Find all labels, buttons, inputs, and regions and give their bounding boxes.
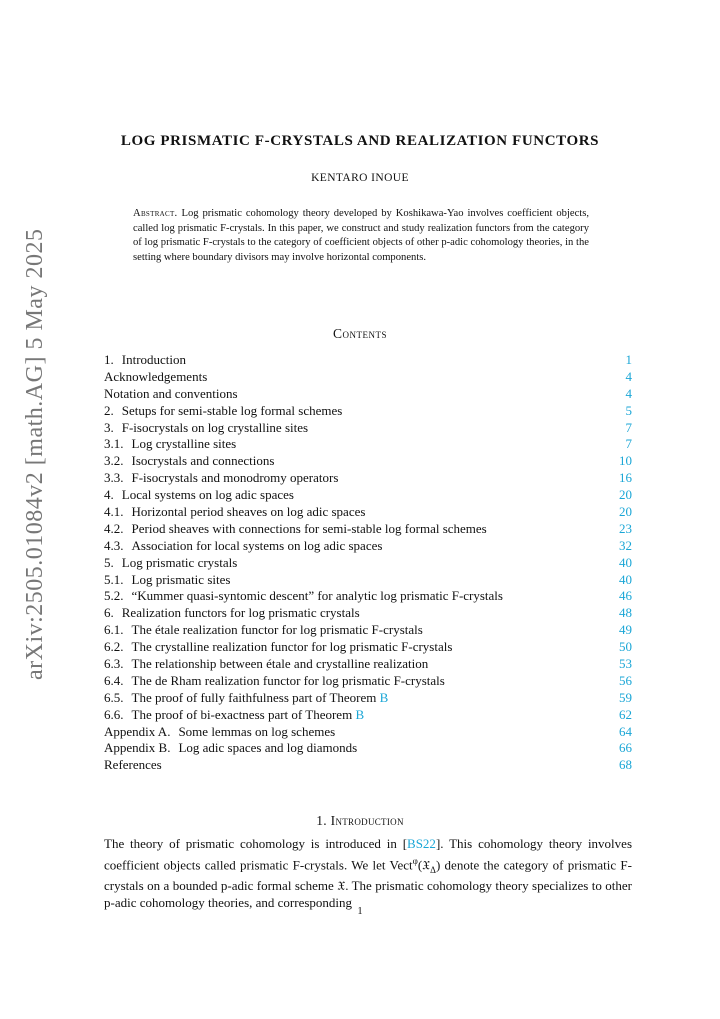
toc-page-link[interactable]: 10 — [619, 453, 632, 469]
section-heading: 1. Introduction — [316, 813, 404, 828]
toc-entry[interactable] — [104, 572, 632, 589]
toc-entry-number: 5.1. — [104, 571, 124, 587]
toc-entry-number: 5.2. — [104, 588, 124, 604]
toc-entry-number: 3.3. — [104, 470, 124, 486]
toc-entry-number: 4.1. — [104, 504, 124, 520]
toc-entry-title: Log prismatic crystals — [121, 554, 238, 570]
toc-page-link[interactable]: 62 — [619, 706, 632, 722]
toc-entry-number: 3.1. — [104, 436, 124, 452]
toc-entry[interactable] — [104, 538, 632, 555]
toc-entry[interactable] — [104, 521, 632, 538]
toc-entry-number: 5. — [104, 554, 114, 570]
toc-entry-title: References — [104, 757, 162, 773]
toc-entry-title: F-isocrystals on log crystalline sites — [121, 419, 309, 435]
toc-entry-number: 6.5. — [104, 689, 124, 705]
intro-text: (𝔛 — [417, 856, 431, 872]
toc-page-link[interactable]: 4 — [625, 368, 632, 384]
toc-page-link[interactable]: 7 — [625, 436, 632, 452]
toc-entry[interactable] — [104, 436, 632, 453]
toc-entry[interactable] — [104, 487, 632, 504]
toc-entry-title: The crystalline realization functor for log prismatic F-crystals — [131, 639, 453, 655]
paper-title: LOG PRISMATIC F-CRYSTALS AND REALIZATION FUNCTORS — [120, 133, 600, 149]
toc-entry[interactable] — [104, 420, 632, 437]
toc-page-link[interactable]: 56 — [619, 672, 632, 688]
citation-link[interactable]: BS22 — [407, 836, 436, 851]
toc-entry-number: 4.3. — [104, 537, 124, 553]
intro-text: ) denote the category of prismatic F-crystals on a bounded p-adic formal scheme 𝔛. The prismatic cohomology theory specializes to other p-adic cohomology theories, and corresponding — [104, 856, 632, 910]
toc-entry-number: 6.4. — [104, 672, 124, 688]
toc-entry[interactable] — [104, 690, 632, 707]
toc-page-link[interactable]: 20 — [619, 487, 632, 503]
toc-entry-title: Log adic spaces and log diamonds — [178, 740, 358, 756]
toc-entry-number: 6. — [104, 605, 114, 621]
toc-page-link[interactable]: 66 — [619, 740, 632, 756]
toc-entry[interactable] — [104, 605, 632, 622]
intro-paragraph — [104, 836, 632, 911]
toc-entry-number: Appendix A. — [104, 723, 171, 739]
toc-entry-title: Notation and conventions — [104, 385, 238, 401]
toc-entry-title: Some lemmas on log schemes — [178, 723, 336, 739]
toc-page-link[interactable]: 48 — [619, 605, 632, 621]
toc-entry-number: 6.1. — [104, 622, 124, 638]
toc-page-link[interactable]: 5 — [625, 402, 632, 418]
toc-page-link[interactable]: 53 — [619, 656, 632, 672]
abstract-text: Log prismatic cohomology theory developed by Koshikawa-Yao involves coefficient objects, called log prismatic F-crystals. In this paper, we construct and study realization functors from the category of log prismatic F-crystals to the category of coefficient objects of other p-adic cohomology theories, in the setting where boundary divisors may involve horizontal components. — [133, 208, 590, 263]
intro-subscript: Δ — [430, 864, 436, 875]
toc-page-link[interactable]: 40 — [619, 554, 632, 570]
page-number: 1 — [357, 906, 363, 917]
toc-page-link[interactable]: 46 — [619, 588, 632, 604]
toc-entry[interactable] — [104, 639, 632, 656]
intro-text: The theory of prismatic cohomology is introduced in [ — [104, 836, 408, 851]
theorem-link[interactable]: B — [379, 689, 389, 705]
toc-entry-title: Association for local systems on log adic spaces — [131, 537, 383, 553]
toc-entry-number: 2. — [104, 402, 114, 418]
theorem-link[interactable]: B — [355, 706, 365, 722]
toc-entry-title: “Kummer quasi-syntomic descent” for analytic log prismatic F-crystals — [131, 588, 503, 604]
intro-text: ]. This cohomology theory involves coefficient objects called prismatic F-crystals. We let Vect — [104, 836, 632, 872]
toc-entry[interactable] — [104, 369, 632, 386]
table-of-contents — [104, 352, 632, 774]
toc-entry-number: 6.6. — [104, 706, 124, 722]
toc-entry[interactable] — [104, 352, 632, 369]
toc-entry-title: The proof of fully faithfulness part of Theorem — [131, 689, 377, 705]
toc-entry[interactable] — [104, 386, 632, 403]
toc-entry-number: 4. — [104, 487, 114, 503]
abstract-heading: Abstract. — [133, 208, 178, 219]
toc-entry-title: Acknowledgements — [104, 368, 208, 384]
toc-entry-title: The proof of bi-exactness part of Theorem — [131, 706, 353, 722]
intro-superscript: φ — [412, 855, 418, 866]
toc-entry-number: 6.2. — [104, 639, 124, 655]
toc-entry[interactable] — [104, 622, 632, 639]
abstract — [133, 207, 589, 265]
toc-page-link[interactable]: 64 — [619, 723, 632, 739]
toc-entry-title: Period sheaves with connections for semi-stable log formal schemes — [131, 520, 487, 536]
toc-entry-number: Appendix B. — [104, 740, 171, 756]
toc-entry[interactable] — [104, 403, 632, 420]
toc-entry-title: Local systems on log adic spaces — [121, 487, 294, 503]
toc-entry[interactable] — [104, 707, 632, 724]
toc-page-link[interactable]: 23 — [619, 520, 632, 536]
toc-entry[interactable] — [104, 757, 632, 774]
toc-page-link[interactable]: 20 — [619, 504, 632, 520]
toc-entry[interactable] — [104, 453, 632, 470]
toc-entry-title: Horizontal period sheaves on log adic spaces — [131, 504, 366, 520]
toc-entry-title: F-isocrystals and monodromy operators — [131, 470, 339, 486]
toc-page-link[interactable]: 68 — [619, 757, 632, 773]
toc-entry-number: 3. — [104, 419, 114, 435]
toc-entry[interactable] — [104, 740, 632, 757]
toc-entry-number: 6.3. — [104, 656, 124, 672]
toc-entry[interactable] — [104, 724, 632, 741]
toc-entry-title: The relationship between étale and crystalline realization — [131, 656, 429, 672]
toc-entry[interactable] — [104, 656, 632, 673]
toc-entry-title: The étale realization functor for log prismatic F-crystals — [131, 622, 423, 638]
toc-page-link[interactable]: 7 — [625, 419, 632, 435]
toc-page-link[interactable]: 16 — [619, 470, 632, 486]
author-name: KENTARO INOUE — [311, 172, 409, 184]
toc-entry-number: 1. — [104, 352, 114, 367]
toc-page-link[interactable]: 49 — [619, 622, 632, 638]
toc-entry-title: Setups for semi-stable log formal schemes — [121, 402, 343, 418]
arxiv-stamp[interactable]: arXiv:2505.01084v2 [math.AG] 5 May 2025 — [22, 228, 48, 680]
toc-entry[interactable] — [104, 504, 632, 521]
toc-page-link[interactable]: 1 — [625, 352, 632, 367]
toc-page-link[interactable]: 50 — [619, 639, 632, 655]
toc-entry-title: Log prismatic sites — [131, 571, 231, 587]
toc-entry-title: The de Rham realization functor for log prismatic F-crystals — [131, 672, 445, 688]
contents-heading: Contents — [332, 326, 387, 341]
toc-entry[interactable] — [104, 673, 632, 690]
toc-page-link[interactable]: 32 — [619, 537, 632, 553]
toc-page-link[interactable]: 59 — [619, 689, 632, 705]
toc-page-link[interactable]: 40 — [619, 571, 632, 587]
toc-entry-title: Isocrystals and connections — [131, 453, 275, 469]
toc-entry-number: 4.2. — [104, 520, 124, 536]
toc-entry-title: Log crystalline sites — [131, 436, 237, 452]
toc-page-link[interactable]: 4 — [625, 385, 632, 401]
toc-entry[interactable] — [104, 588, 632, 605]
toc-entry-title: Realization functors for log prismatic crystals — [121, 605, 360, 621]
toc-entry[interactable] — [104, 555, 632, 572]
toc-entry-number: 3.2. — [104, 453, 124, 469]
toc-entry[interactable] — [104, 470, 632, 487]
toc-entry-title: Introduction — [121, 352, 187, 367]
